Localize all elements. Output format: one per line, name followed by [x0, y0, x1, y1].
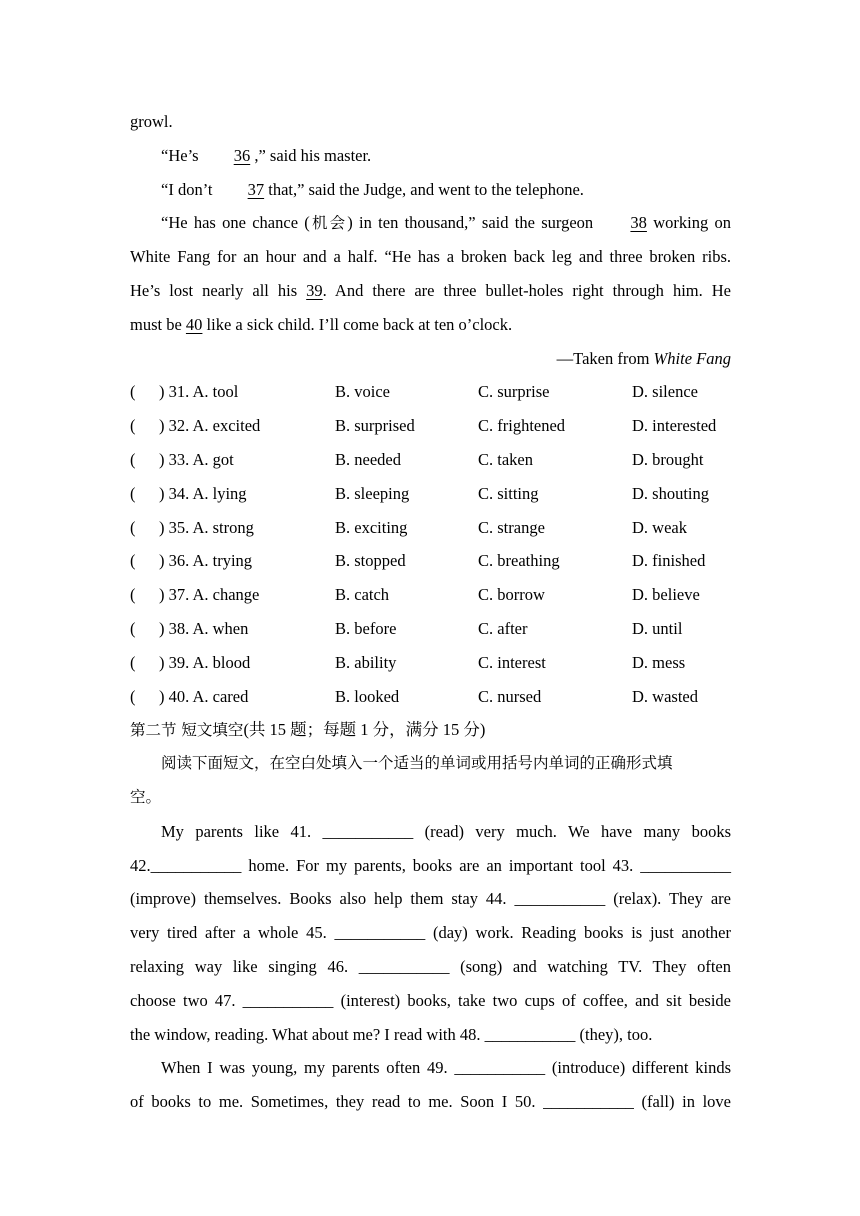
section-heading-detail: (共 15 题；每题 1 分，满分 15 分): [243, 720, 486, 740]
question-option-d: D. interested: [632, 416, 717, 436]
passage-line: [130, 308, 731, 342]
cloze-text: of books to me. Sometimes, they read to me. Soon I 50. ___________ (fall) in love: [130, 1092, 731, 1112]
question-option-a: ) 34. A. lying: [159, 483, 247, 503]
answer-paren: (: [130, 449, 136, 469]
passage-line: [130, 274, 731, 308]
question-option-b: B. looked: [335, 686, 400, 706]
question-option-c: C. strange: [478, 517, 545, 537]
instruction-text: 阅读下面短文，在空白处填入一个适当的单词或用括号内单词的正确形式填: [161, 754, 673, 773]
answer-paren: (: [130, 618, 136, 638]
answer-paren: (: [130, 517, 136, 537]
question-option-b: B. sleeping: [335, 483, 410, 503]
passage-text: working on: [646, 213, 731, 233]
question-row: [130, 612, 731, 646]
question-option-b: B. before: [335, 618, 397, 638]
question-option-d: D. silence: [632, 382, 698, 402]
question-option-b: B. surprised: [335, 416, 415, 436]
question-option-c: C. borrow: [478, 585, 545, 605]
question-option-a: ) 38. A. when: [159, 618, 249, 638]
question-option-c: C. taken: [478, 449, 533, 469]
blank-37: 37: [247, 179, 265, 199]
question-option-b: B. needed: [335, 449, 401, 469]
cloze-text: very tired after a whole 45. ___________ (day) work. Reading books is just another: [130, 923, 731, 943]
blank-40: 40: [185, 314, 203, 334]
question-option-b: B. catch: [335, 585, 390, 605]
cloze-text: relaxing way like singing 46. ___________ (song) and watching TV. They often: [130, 956, 731, 976]
cloze-text: choose two 47. ___________ (interest) books, take two cups of coffee, and sit beside: [130, 990, 731, 1010]
instruction-line: [130, 781, 731, 815]
question-row: [130, 409, 731, 443]
passage-text: . And there are three bullet-holes right through him. He: [322, 280, 732, 300]
source-prefix: —Taken from: [556, 348, 654, 368]
blank-38: 38: [630, 213, 647, 233]
question-option-b: B. voice: [335, 382, 390, 402]
cloze-line: [130, 916, 731, 950]
question-option-d: D. believe: [632, 585, 700, 605]
question-option-c: C. surprise: [478, 382, 550, 402]
instruction-line: [130, 747, 731, 781]
blank-36: 36: [233, 145, 251, 165]
question-option-a: ) 40. A. cared: [159, 686, 249, 706]
question-option-a: ) 35. A. strong: [159, 517, 254, 537]
source-title: White Fang: [653, 348, 731, 368]
passage-text: growl.: [130, 112, 173, 131]
question-option-a: ) 31. A. tool: [159, 382, 239, 402]
passage-text: “I don’t: [161, 179, 217, 199]
question-option-d: D. until: [632, 618, 683, 638]
passage-source: [130, 342, 731, 376]
question-row: [130, 578, 731, 612]
instruction-text: 空。: [130, 787, 162, 806]
question-option-d: D. brought: [632, 449, 704, 469]
cloze-line: [130, 1051, 731, 1085]
exam-page: [130, 105, 731, 1119]
cloze-line: [130, 950, 731, 984]
passage-text: “He’s: [161, 145, 203, 165]
passage-line: [130, 105, 731, 139]
question-row: [130, 477, 731, 511]
question-option-c: C. breathing: [478, 551, 560, 571]
answer-paren: (: [130, 416, 136, 436]
question-option-b: B. stopped: [335, 551, 406, 571]
passage-line: [130, 206, 731, 240]
passage-text: must be: [130, 314, 186, 334]
question-option-d: D. shouting: [632, 483, 710, 503]
question-option-d: D. finished: [632, 551, 706, 571]
passage-text: like a sick child. I’ll come back at ten o’clock.: [202, 314, 513, 334]
passage-line: [130, 240, 731, 274]
cloze-text: (improve) themselves. Books also help them stay 44. ___________ (relax). They are: [130, 889, 731, 909]
cloze-line: [130, 849, 731, 883]
answer-paren: (: [130, 686, 136, 706]
question-row: [130, 680, 731, 714]
answer-paren: (: [130, 585, 136, 605]
question-row: [130, 511, 731, 545]
answer-paren: (: [130, 551, 136, 571]
passage-text: “He has one chance (: [161, 213, 310, 233]
cloze-text: My parents like 41. ___________ (read) very much. We have many books: [161, 821, 731, 841]
question-row: [130, 443, 731, 477]
passage-text: that,” said the Judge, and went to the telephone.: [264, 179, 584, 199]
question-option-c: C. interest: [478, 652, 546, 672]
question-option-a: ) 39. A. blood: [159, 652, 251, 672]
question-option-c: C. nursed: [478, 686, 542, 706]
question-option-d: D. wasted: [632, 686, 698, 706]
answer-paren: (: [130, 483, 136, 503]
cloze-text: When I was young, my parents often 49. ___________ (introduce) different kinds: [161, 1058, 731, 1078]
question-option-b: B. exciting: [335, 517, 408, 537]
cloze-line: [130, 1018, 731, 1052]
cloze-line: [130, 984, 731, 1018]
blank-39: 39: [306, 280, 323, 300]
question-option-c: C. sitting: [478, 483, 539, 503]
question-option-a: ) 33. A. got: [159, 449, 234, 469]
question-row: [130, 544, 731, 578]
cloze-text: 42.___________ home. For my parents, books are an important tool 43. ___________: [130, 855, 731, 875]
passage-text: He’s lost nearly all his: [130, 280, 307, 300]
question-option-d: D. weak: [632, 517, 687, 537]
question-option-c: C. frightened: [478, 416, 566, 436]
question-option-a: ) 32. A. excited: [159, 416, 261, 436]
question-option-a: ) 36. A. trying: [159, 551, 253, 571]
question-option-b: B. ability: [335, 652, 397, 672]
cloze-line: [130, 882, 731, 916]
question-option-d: D. mess: [632, 652, 686, 672]
section-heading: [130, 713, 731, 747]
question-option-c: C. after: [478, 618, 528, 638]
passage-line: [130, 139, 731, 173]
answer-paren: (: [130, 382, 136, 402]
question-row: [130, 646, 731, 680]
cloze-line: [130, 1085, 731, 1119]
question-option-a: ) 37. A. change: [159, 585, 260, 605]
cloze-line: [130, 815, 731, 849]
section-heading-cn: 第二节 短文填空: [130, 721, 244, 740]
passage-line: [130, 173, 731, 207]
passage-text-cn: 机会: [309, 214, 348, 233]
cloze-text: the window, reading. What about me? I read with 48. ___________ (they), too.: [130, 1024, 653, 1044]
passage-text: ) in ten thousand,” said the surgeon: [347, 213, 600, 233]
answer-paren: (: [130, 652, 136, 672]
passage-text: White Fang for an hour and a half. “He has a broken back leg and three broken ribs.: [130, 247, 731, 267]
passage-text: ,” said his master.: [250, 145, 372, 165]
question-row: [130, 375, 731, 409]
